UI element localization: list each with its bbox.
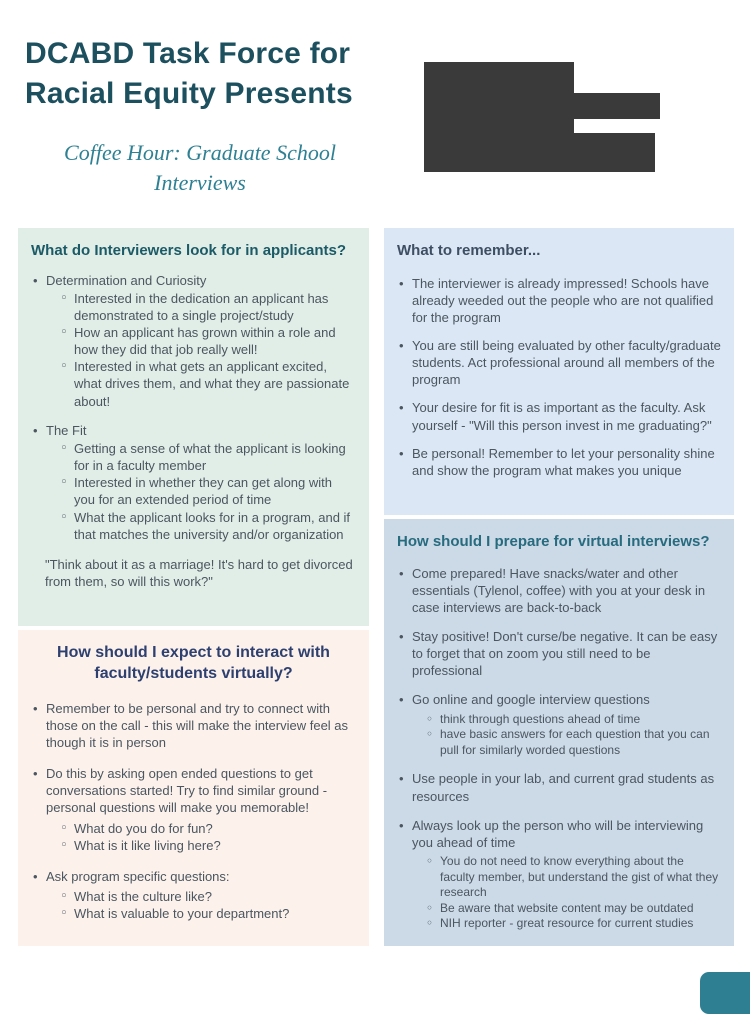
sub-list-item: ◦ Be aware that website content may be outdated [426, 901, 721, 917]
page-title-line1: DCABD Task Force for [25, 37, 351, 70]
list-item-text: Go online and google interview questions [412, 692, 650, 708]
sub-list-item: ◦ NIH reporter - great resource for current studies [426, 916, 721, 932]
sub-list-item: ◦ What is it like living here? [60, 837, 356, 854]
sub-list-item: ◦ Interested in the dedication an applicant has demonstrated to a single project/study [60, 290, 356, 324]
sub-list-item: ◦ What is the culture like? [60, 888, 356, 905]
list-item: • Be personal! Remember to let your personality shine and show the program what makes you unique [397, 445, 721, 479]
panel-title: How should I prepare for virtual interviews? [397, 533, 710, 550]
list-item-text: The Fit [46, 422, 87, 438]
panel-interact-virtually [18, 630, 369, 946]
sub-list [60, 440, 356, 543]
sub-list-item: ◦ Interested in whether they can get along with you for an extended period of time [60, 474, 356, 508]
panel-title: What do Interviewers look for in applicants? [31, 242, 347, 259]
list-item: • Stay positive! Don't curse/be negative. It can be easy to forget that on zoom you still need to be professional [397, 628, 721, 679]
panel-what-to-remember [384, 228, 734, 515]
list-item-text: Always look up the person who will be interviewing you ahead of time [412, 817, 704, 850]
sub-list-item: ◦ How an applicant has grown within a role and how they did that job really well! [60, 324, 356, 358]
sub-list [60, 820, 356, 854]
event-subtitle [20, 138, 380, 197]
panel-title [31, 643, 356, 685]
sub-list [60, 290, 356, 410]
sub-list [426, 854, 721, 932]
sub-list-item: ◦ Interested in what gets an applicant excited, what drives them, and what they are passionate about! [60, 358, 356, 409]
sub-list-item: ◦ What the applicant looks for in a program, and if that matches the university and/or organization [60, 509, 356, 543]
bullet-list [397, 275, 721, 480]
list-item-text: Do this by asking open ended questions to get conversations started! Try to find similar ground - personal questions will make you memorable! [46, 766, 328, 816]
list-item [31, 422, 356, 543]
sub-list-item: ◦ You do not need to know everything about the faculty member, but understand the gist of what they research [426, 854, 721, 901]
panel-title-line2: faculty/students virtually? [94, 664, 293, 682]
list-item [31, 868, 356, 922]
sub-list-item: ◦ Getting a sense of what the applicant is looking for in a faculty member [60, 440, 356, 474]
list-item [31, 765, 356, 854]
sub-list-item: ◦ have basic answers for each question that you can pull for similarly worded questions [426, 727, 721, 758]
org-logo-icon [424, 60, 664, 175]
sub-list-item: ◦ What is valuable to your department? [60, 905, 356, 922]
sub-list [426, 712, 721, 759]
list-item-text: Ask program specific questions: [46, 868, 230, 884]
sub-list-item: ◦ think through questions ahead of time [426, 712, 721, 728]
list-item [397, 691, 721, 758]
list-item: • You are still being evaluated by other faculty/graduate students. Act professional around all members of the program [397, 337, 721, 388]
page-title-line2: Racial Equity Presents [25, 76, 353, 110]
panel-title: What to remember... [397, 242, 541, 259]
list-item: • Remember to be personal and try to connect with those on the call - this will make the interview feel as though it is in person [31, 700, 356, 751]
event-subtitle-line1: Coffee Hour: Graduate School [64, 140, 336, 165]
marriage-quote: "Think about it as a marriage! It's hard to get divorced from them, so will this work?" [45, 556, 353, 590]
bullet-list [397, 565, 721, 932]
panel-title-line1: How should I expect to interact with [57, 644, 330, 661]
teal-corner-accent-shape [700, 972, 750, 1014]
list-item [397, 817, 721, 932]
panel-interviewers-look-for [18, 228, 369, 626]
list-item: • Come prepared! Have snacks/water and other essentials (Tylenol, coffee) with you at your desk in case interviews are back-to-back [397, 565, 721, 616]
list-item [31, 272, 356, 410]
event-subtitle-line2: Interviews [154, 169, 246, 195]
list-item: • Use people in your lab, and current grad students as resources [397, 770, 721, 804]
list-item-text: Determination and Curiosity [46, 272, 207, 288]
list-item: • Your desire for fit is as important as the faculty. Ask yourself - "Will this person invest in me graduating?" [397, 399, 721, 433]
list-item: • The interviewer is already impressed! Schools have already weeded out the people who are not qualified for the program [397, 275, 721, 326]
sub-list [60, 888, 356, 922]
page-title [25, 34, 353, 114]
bullet-list [31, 700, 356, 923]
bullet-list [31, 272, 356, 543]
panel-prepare-virtual-interviews [384, 519, 734, 946]
sub-list-item: ◦ What do you do for fun? [60, 820, 356, 837]
